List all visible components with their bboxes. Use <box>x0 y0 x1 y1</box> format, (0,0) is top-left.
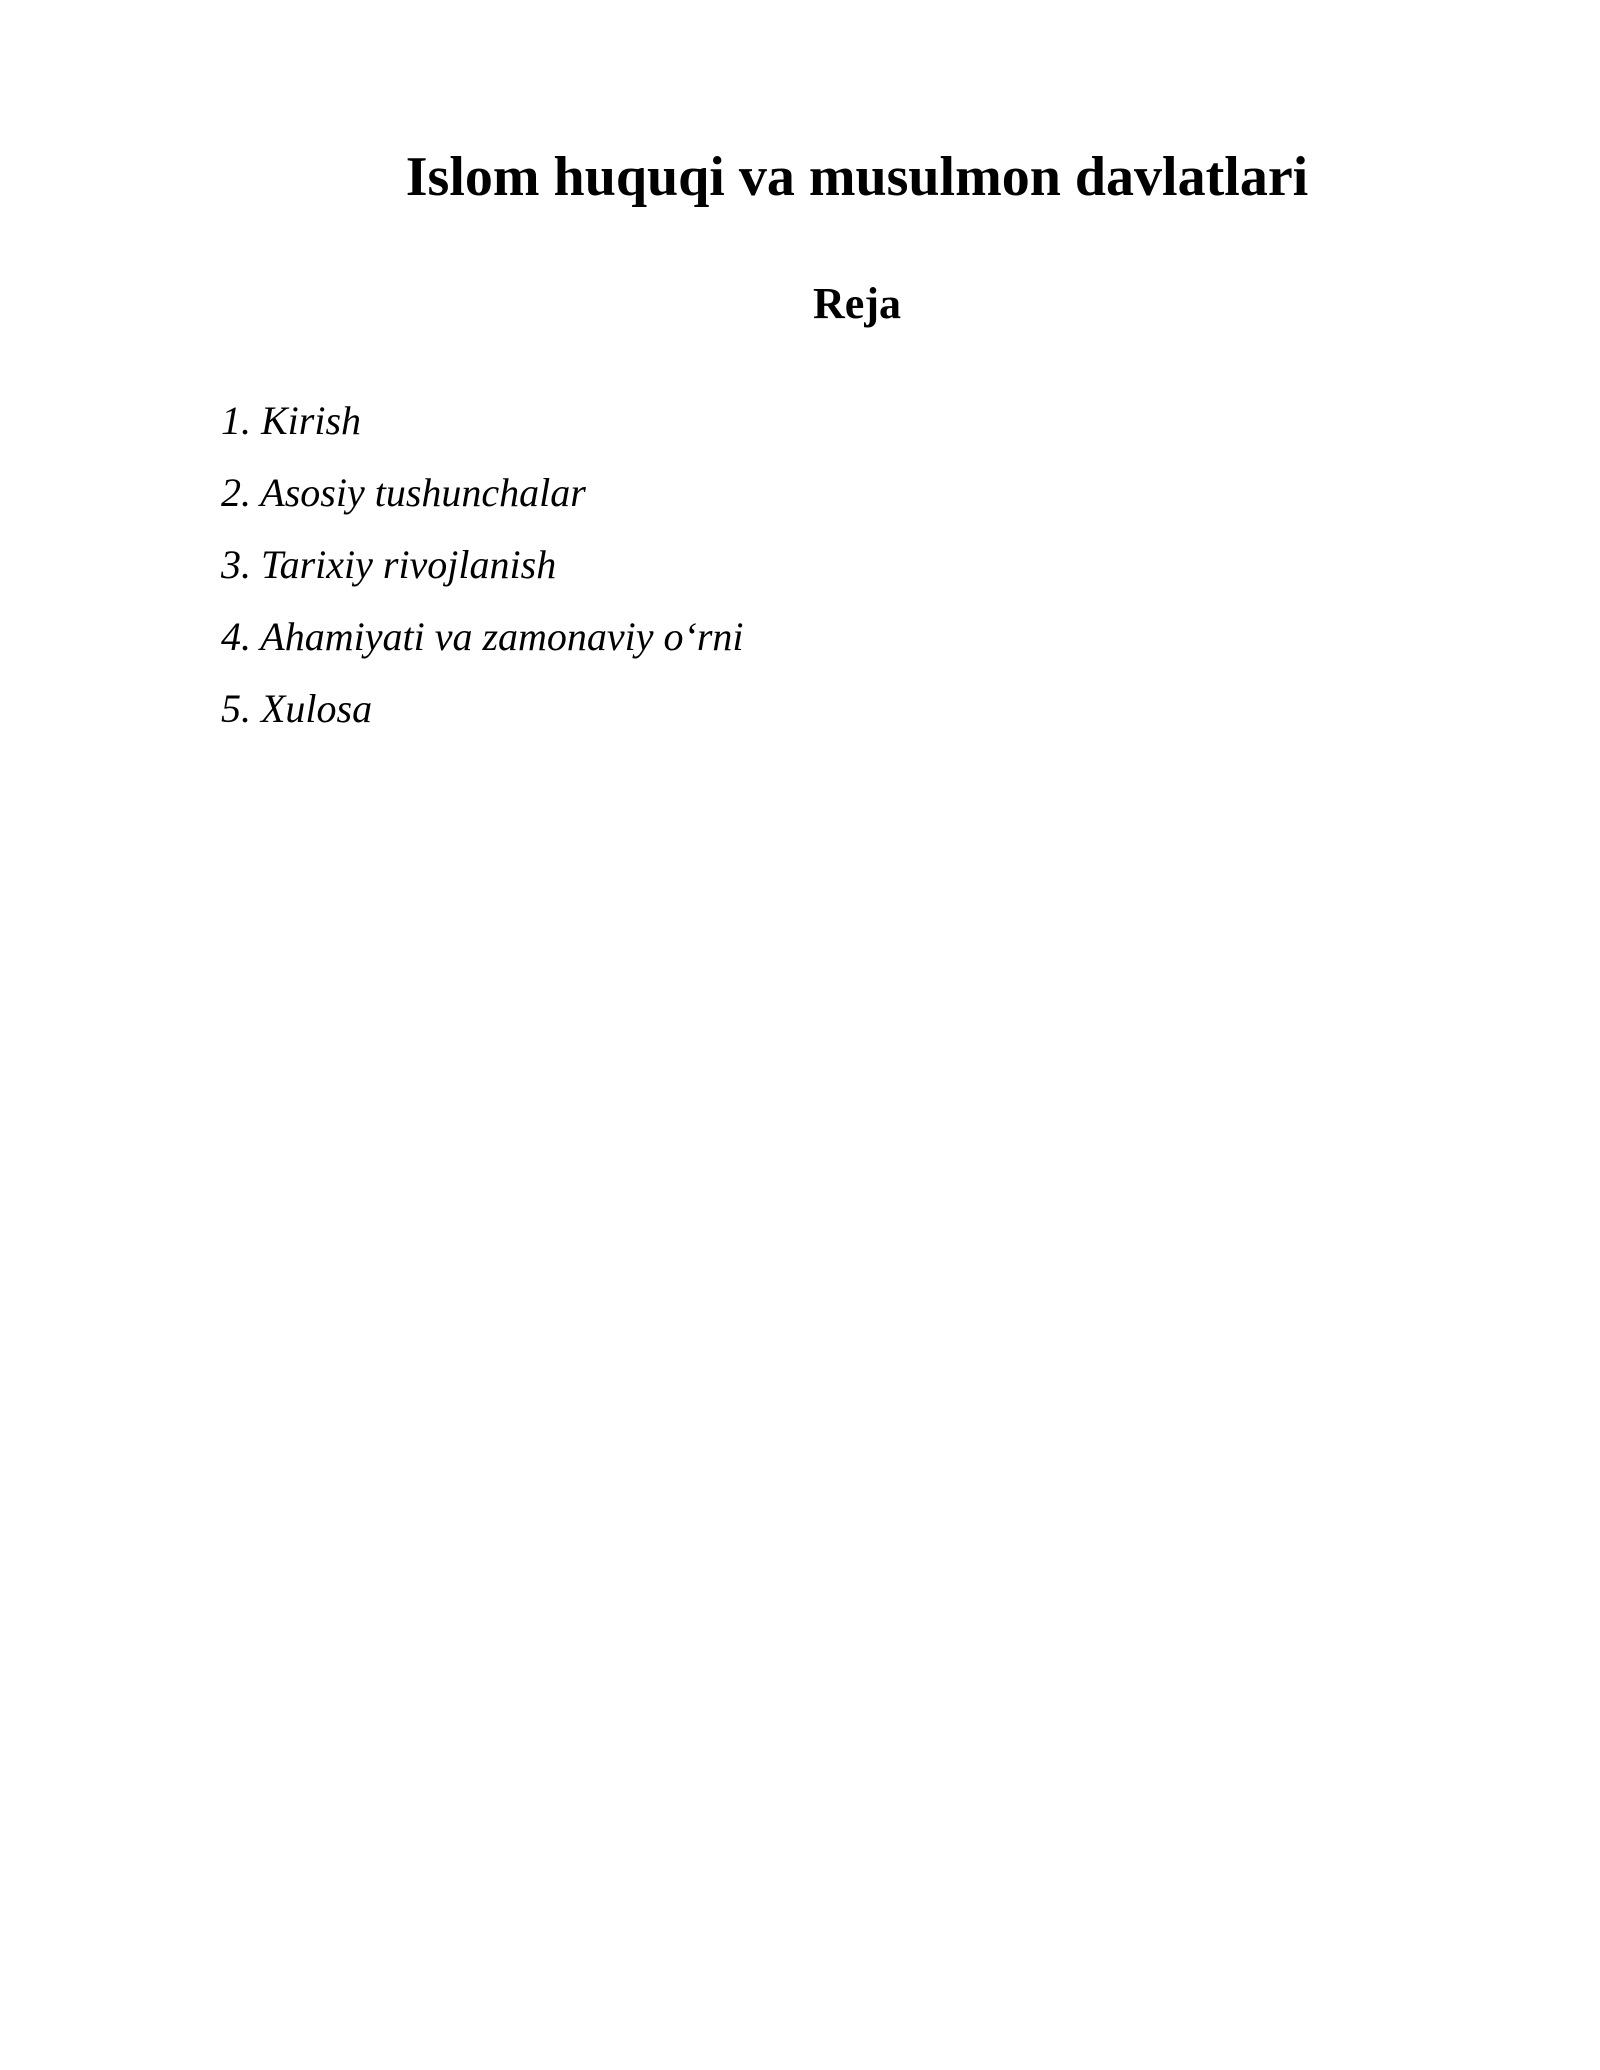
plan-item-4: 4. Ahamiyati va zamonaviy o‘rni <box>221 614 744 659</box>
plan-item-3: 3. Tarixiy rivojlanish <box>221 542 557 587</box>
plan-list <box>221 385 744 745</box>
plan-item-2: 2. Asosiy tushunchalar <box>221 470 586 515</box>
plan-heading: Reja <box>813 279 901 328</box>
plan-item-5: 5. Xulosa <box>221 686 373 731</box>
plan-item-1: 1. Kirish <box>221 398 362 443</box>
document-title: Islom huquqi va musulmon davlatlari <box>405 146 1309 208</box>
